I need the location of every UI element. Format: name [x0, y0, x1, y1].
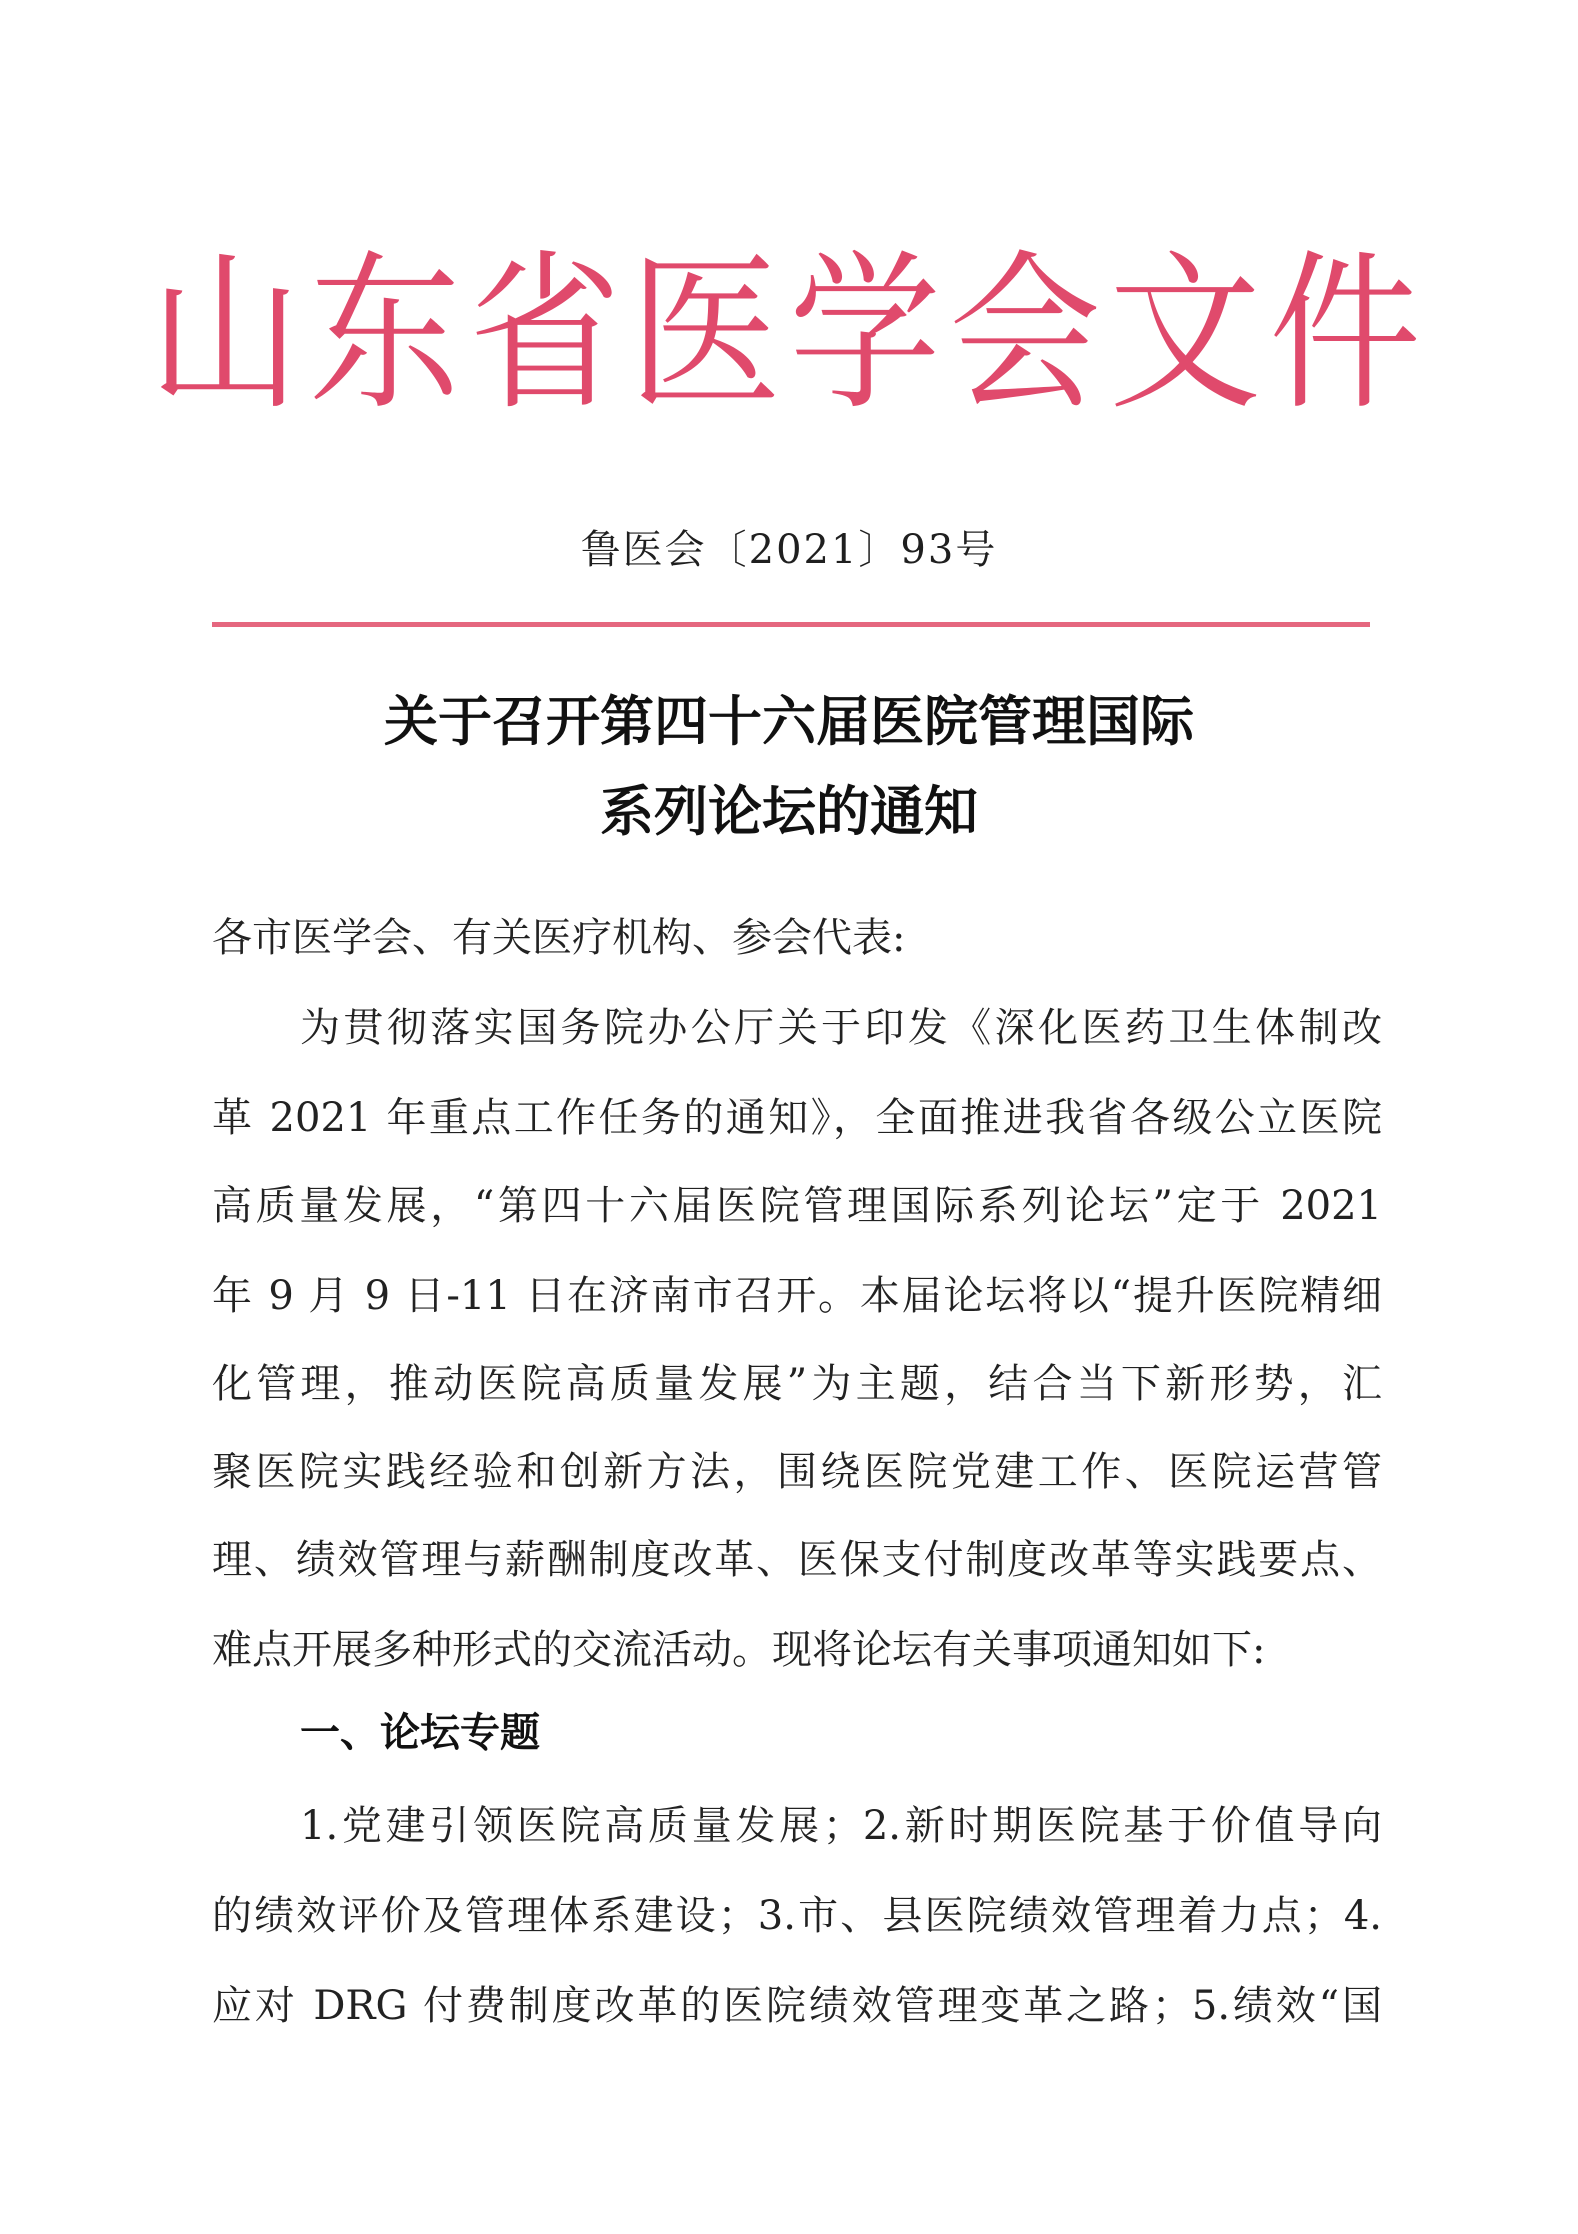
- document-number: 鲁医会〔2021〕93号: [580, 527, 998, 573]
- paragraph-line: 高质量发展，“第四十六届医院管理国际系列论坛”定于 2021: [212, 1183, 1382, 1229]
- section-heading: 一、论坛专题: [300, 1710, 540, 1756]
- section-line: 1.党建引领医院高质量发展；2.新时期医院基于价值导向: [300, 1803, 1382, 1849]
- red-divider-rule: [212, 622, 1370, 627]
- masthead-title: 山东省医学会文件: [149, 234, 1429, 433]
- section-line: 应对 DRG 付费制度改革的医院绩效管理变革之路；5.绩效“国: [212, 1983, 1382, 2029]
- salutation: 各市医学会、有关医疗机构、参会代表:: [212, 915, 906, 961]
- paragraph-line: 革 2021 年重点工作任务的通知》，全面推进我省各级公立医院: [212, 1095, 1382, 1141]
- paragraph-line: 年 9 月 9 日-11 日在济南市召开。本届论坛将以“提升医院精细: [212, 1273, 1382, 1319]
- paragraph-line: 为贯彻落实国务院办公厅关于印发《深化医药卫生体制改: [300, 1005, 1382, 1051]
- paragraph-line: 理、绩效管理与薪酬制度改革、医保支付制度改革等实践要点、: [212, 1537, 1382, 1583]
- paragraph-line: 聚医院实践经验和创新方法，围绕医院党建工作、医院运营管: [212, 1449, 1382, 1495]
- paragraph-line: 化管理，推动医院高质量发展”为主题，结合当下新形势，汇: [212, 1361, 1382, 1407]
- notice-title-line-2: 系列论坛的通知: [600, 780, 978, 843]
- section-line: 的绩效评价及管理体系建设；3.市、县医院绩效管理着力点；4.: [212, 1893, 1382, 1939]
- paragraph-line: 难点开展多种形式的交流活动。现将论坛有关事项通知如下:: [212, 1627, 1266, 1673]
- notice-title-line-1: 关于召开第四十六届医院管理国际: [384, 690, 1194, 753]
